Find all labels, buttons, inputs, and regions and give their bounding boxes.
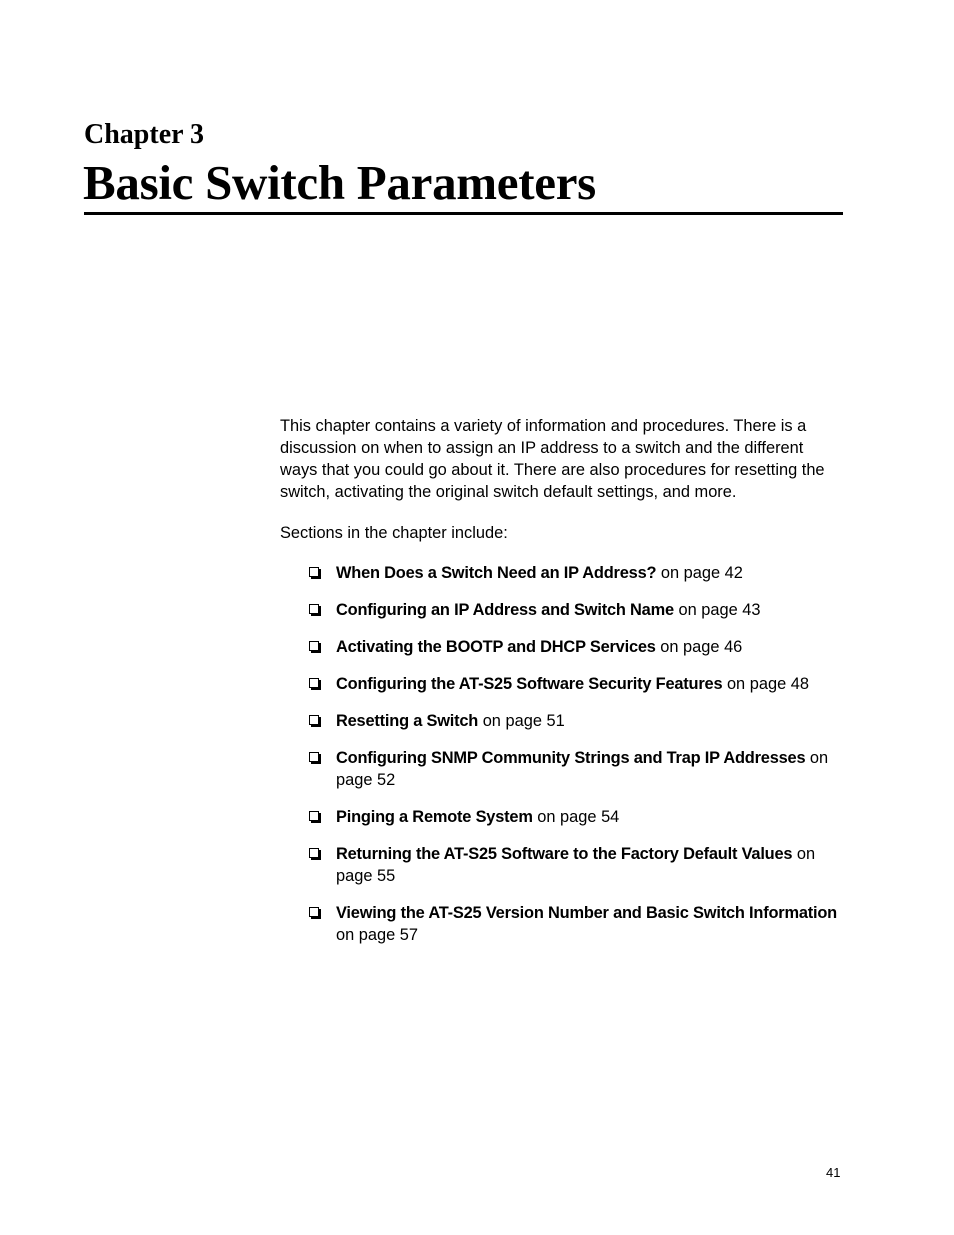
checkbox-icon [309, 752, 319, 762]
section-page-ref: on page 55 [336, 845, 816, 885]
body-column [280, 415, 845, 961]
section-page-ref: on page 57 [336, 926, 419, 944]
section-title: Returning the AT-S25 Software to the Factory Default Values [336, 845, 793, 863]
section-page-ref: on page 51 [482, 712, 565, 730]
section-link-6[interactable] [280, 806, 845, 828]
intro-paragraph: This chapter contains a variety of information and procedures. There is a discussion on when to assign an IP address to a switch and the different ways that you could go about it. There are also procedures for resetting the switch, activating the original switch default settings, and more. [280, 417, 825, 501]
section-link-7[interactable] [280, 843, 845, 887]
page-number: 41 [826, 1165, 841, 1180]
checkbox-icon [309, 641, 319, 651]
checkbox-icon [309, 567, 319, 577]
checkbox-icon [309, 907, 319, 917]
title-rule [84, 212, 843, 215]
chapter-title: Basic Switch Parameters [83, 155, 596, 210]
chapter-label: Chapter 3 [84, 119, 205, 150]
section-link-5[interactable] [280, 747, 845, 791]
checkbox-icon [309, 811, 319, 821]
checkbox-icon [309, 715, 319, 725]
section-link-2[interactable] [280, 636, 845, 658]
section-page-ref: on page 46 [660, 638, 743, 656]
sections-intro: Sections in the chapter include: [280, 524, 508, 542]
section-list [280, 562, 845, 946]
section-link-4[interactable] [280, 710, 845, 732]
section-link-8[interactable] [280, 902, 845, 946]
checkbox-icon [309, 604, 319, 614]
section-page-ref: on page 43 [678, 601, 761, 619]
section-link-0[interactable] [280, 562, 845, 584]
section-title: Resetting a Switch [336, 712, 479, 730]
section-title: Configuring SNMP Community Strings and Trap IP Addresses [336, 749, 806, 767]
section-title: When Does a Switch Need an IP Address? [336, 564, 657, 582]
section-link-1[interactable] [280, 599, 845, 621]
section-title: Configuring an IP Address and Switch Name [336, 601, 674, 619]
section-title: Configuring the AT-S25 Software Security Features [336, 675, 723, 693]
section-title: Pinging a Remote System [336, 808, 533, 826]
section-page-ref: on page 42 [660, 564, 743, 582]
section-page-ref: on page 54 [537, 808, 620, 826]
section-link-3[interactable] [280, 673, 845, 695]
section-title: Activating the BOOTP and DHCP Services [336, 638, 656, 656]
section-page-ref: on page 52 [336, 749, 829, 789]
section-title: Viewing the AT-S25 Version Number and Basic Switch Information [336, 904, 837, 922]
checkbox-icon [309, 848, 319, 858]
checkbox-icon [309, 678, 319, 688]
section-page-ref: on page 48 [726, 675, 809, 693]
